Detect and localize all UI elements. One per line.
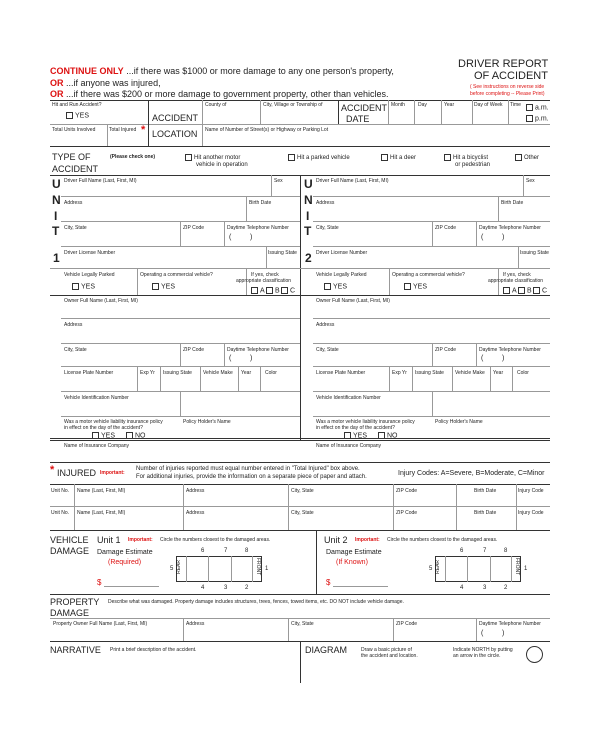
unit2-num-1[interactable]: 1 xyxy=(524,566,528,572)
u1-owner-paren-close: ) xyxy=(250,355,253,362)
u2-insured-no-checkbox[interactable] xyxy=(378,432,385,439)
unit2-number: 2 xyxy=(305,251,312,265)
inj2-city-label: City, State xyxy=(291,510,314,516)
narrative-hint: Print a brief description of the accident. xyxy=(110,647,197,653)
u1-insured-no-checkbox[interactable] xyxy=(126,432,133,439)
unit2-num-6[interactable]: 6 xyxy=(460,548,464,554)
unit1-letter-i: I xyxy=(54,209,58,223)
unit2-num-4[interactable]: 4 xyxy=(460,585,464,591)
injured-label: INJURED xyxy=(57,468,97,478)
property-city-label: City, State xyxy=(291,621,314,627)
unit2-num-2[interactable]: 2 xyxy=(504,585,508,591)
u1-owner-zip-label: ZIP Code xyxy=(183,347,205,353)
unit2-circle-note: Circle the numbers closest to the damaged areas. xyxy=(387,537,498,543)
u2-insured-no-label: NO xyxy=(387,432,398,440)
hit-run-yes[interactable] xyxy=(66,112,89,120)
u2-commercial-checkbox[interactable] xyxy=(404,283,411,290)
unit2-estimate-label: Damage Estimate xyxy=(326,549,382,556)
type-parked-label: Hit a parked vehicle xyxy=(297,155,350,162)
property-paren-open: ( xyxy=(481,630,484,637)
u1-phone-label: Daytime Telephone Number xyxy=(227,225,289,231)
u2-phone-paren-open: ( xyxy=(481,234,484,241)
u2-issuing-state2-label: Issuing State xyxy=(415,370,444,376)
u1-phone-paren-close: ) xyxy=(250,234,253,241)
u1-legally-parked-label: Vehicle Legally Parked xyxy=(64,272,115,278)
u1-vin-label: Vehicle Identification Number xyxy=(64,395,129,401)
u2-color-label: Color xyxy=(517,370,529,376)
u1-commercial-checkbox[interactable] xyxy=(152,283,159,290)
unit1-num-8[interactable]: 8 xyxy=(245,548,249,554)
diagram-hint-2: the accident and location. xyxy=(361,653,418,659)
u1-insurance-co-label: Name of Insurance Company xyxy=(64,443,130,449)
header-line-3 xyxy=(50,89,389,99)
unit2-if-known-label: (If Known) xyxy=(336,559,368,566)
form-title-2: OF ACCIDENT xyxy=(474,70,548,82)
u2-insured-label-2: in effect on the day of the accident? xyxy=(316,425,395,431)
u1-phone-paren-open: ( xyxy=(229,234,232,241)
u1-insured-no-label: NO xyxy=(135,432,146,440)
u1-if-yes-1: If yes, check xyxy=(251,272,279,278)
day-label: Day xyxy=(418,102,427,108)
inj2-code-label: Injury Code xyxy=(518,510,544,516)
injury-codes: Injury Codes: A=Severe, B=Moderate, C=Minor xyxy=(398,470,545,477)
u1-insured-label-2: in effect on the day of the accident? xyxy=(64,425,143,431)
unit1-num-4[interactable]: 4 xyxy=(201,585,205,591)
header-line3-text: ...if there was $200 or more damage to government property, other than vehicles. xyxy=(66,89,389,99)
unit2-rear-label: REAR xyxy=(435,560,441,574)
inj1-name-label: Name (Last, First, MI) xyxy=(77,488,126,494)
u1-parked-yes-label: YES xyxy=(81,283,96,291)
u2-class-a[interactable] xyxy=(503,287,517,295)
u1-driver-name-label: Driver Full Name (Last, First, MI) xyxy=(64,178,137,184)
unit2-damage-label: Unit 2 xyxy=(324,535,348,545)
u1-class-c-label: C xyxy=(290,287,296,295)
u1-owner-city-label: City, State xyxy=(64,347,87,353)
u2-zip-label: ZIP Code xyxy=(435,225,457,231)
unit1-num-6[interactable]: 6 xyxy=(201,548,205,554)
unit1-letter-n: N xyxy=(52,193,61,207)
unit1-rear-label: REAR xyxy=(176,560,182,574)
unit1-num-3[interactable]: 3 xyxy=(224,585,228,591)
property-address-label: Address xyxy=(186,621,205,627)
accident-location-label-1: ACCIDENT xyxy=(152,113,199,123)
unit1-estimate-label: Damage Estimate xyxy=(97,549,153,556)
u2-insured-yes-label: YES xyxy=(353,432,368,440)
type-motor-label-a: Hit another motor xyxy=(194,155,241,162)
inj1-zip-label: ZIP Code xyxy=(396,488,418,494)
unit1-num-5[interactable]: 5 xyxy=(170,566,174,572)
unit1-car-diagram xyxy=(176,556,262,582)
u1-commercial-yes[interactable] xyxy=(152,283,175,291)
accident-location-label-2: LOCATION xyxy=(152,129,198,139)
u1-if-yes-2: appropriate classification xyxy=(236,278,292,284)
u1-insured-yes-label: YES xyxy=(101,432,116,440)
property-damage-label-2: DAMAGE xyxy=(50,608,90,618)
u1-issuing-state2-label: Issuing State xyxy=(163,370,192,376)
vehicle-damage-label-2: DAMAGE xyxy=(50,546,90,556)
form-title-1: DRIVER REPORT xyxy=(458,58,549,70)
u2-vin-label: Vehicle Identification Number xyxy=(316,395,381,401)
u1-class-a-label: A xyxy=(260,287,265,295)
unit2-letter-i: I xyxy=(306,209,310,223)
continue-only-label: CONTINUE ONLY xyxy=(50,66,124,76)
u1-insured-no[interactable] xyxy=(126,432,146,440)
u1-sex-label: Sex xyxy=(274,178,283,184)
pm-label: p.m. xyxy=(535,115,549,123)
u2-class-c-label: C xyxy=(542,287,548,295)
u1-commercial-yes-label: YES xyxy=(161,283,176,291)
type-deer-checkbox[interactable] xyxy=(381,154,388,161)
property-phone-label: Daytime Telephone Number xyxy=(479,621,541,627)
u2-owner-paren-close: ) xyxy=(502,355,505,362)
header-line1-text: ...if there was $1000 or more damage to any one person's property, xyxy=(126,66,394,76)
instructions-1: ( See instructions on reverse side xyxy=(470,84,545,90)
property-describe: Describe what was damaged. Property damage includes structures, trees, fences, towed items, etc. DO NOT include vehicle damage. xyxy=(108,599,404,605)
type-option-other[interactable] xyxy=(515,154,539,162)
u1-insured-yes-checkbox[interactable] xyxy=(92,432,99,439)
u1-commercial-label: Operating a commercial vehicle? xyxy=(140,272,213,278)
u2-class-b-checkbox[interactable] xyxy=(518,287,525,294)
u2-birth-date-label: Birth Date xyxy=(501,200,524,206)
u2-parked-checkbox[interactable] xyxy=(324,283,331,290)
u1-owner-paren-open: ( xyxy=(229,355,232,362)
unit2-num-3[interactable]: 3 xyxy=(483,585,487,591)
u1-parked-yes[interactable] xyxy=(72,283,95,291)
unit1-num-7[interactable]: 7 xyxy=(224,548,228,554)
am-option[interactable] xyxy=(526,104,549,112)
u2-insured-no[interactable] xyxy=(378,432,398,440)
u1-owner-name-label: Owner Full Name (Last, First, MI) xyxy=(64,298,138,304)
u2-owner-phone-label: Daytime Telephone Number xyxy=(479,347,541,353)
type-parked-checkbox[interactable] xyxy=(288,154,295,161)
u1-year-label: Year xyxy=(241,370,252,376)
u2-year-label: Year xyxy=(493,370,504,376)
u2-sex-label: Sex xyxy=(526,178,535,184)
u2-policy-label: Policy Holder's Name xyxy=(435,419,483,425)
county-label: County of xyxy=(205,102,227,108)
u2-class-a-label: A xyxy=(512,287,517,295)
u2-if-yes-2: appropriate classification xyxy=(488,278,544,284)
unit1-num-1[interactable]: 1 xyxy=(265,566,269,572)
unit2-important: Important: xyxy=(355,537,380,543)
u2-class-c[interactable] xyxy=(533,287,547,295)
u1-class-b[interactable] xyxy=(266,287,280,295)
inj2-name-label: Name (Last, First, MI) xyxy=(77,510,126,516)
u2-if-yes-1: If yes, check xyxy=(503,272,531,278)
u2-owner-name-label: Owner Full Name (Last, First, MI) xyxy=(316,298,390,304)
u1-owner-phone-label: Daytime Telephone Number xyxy=(227,347,289,353)
u2-legally-parked-label: Vehicle Legally Parked xyxy=(316,272,367,278)
am-checkbox[interactable] xyxy=(526,104,533,111)
property-owner-label: Property Owner Full Name (Last, First, MI) xyxy=(53,621,148,627)
type-bicyclist-label-a: Hit a bicyclist xyxy=(453,155,489,162)
u2-driver-name-label: Driver Full Name (Last, First, MI) xyxy=(316,178,389,184)
pm-option[interactable] xyxy=(526,115,549,123)
narrative-label: NARRATIVE xyxy=(50,645,101,655)
type-option-motor-vehicle[interactable] xyxy=(185,154,248,169)
property-damage-label-1: PROPERTY xyxy=(50,597,100,607)
type-bicyclist-label-b: or pedestrian xyxy=(455,162,491,169)
u1-issuing-state-label: Issuing State xyxy=(268,250,297,256)
u2-plate-label: License Plate Number xyxy=(316,370,366,376)
u2-owner-address-label: Address xyxy=(316,322,335,328)
hit-run-label: Hit and Run Accident? xyxy=(52,102,102,108)
check-one-label: (Please check one) xyxy=(110,154,156,160)
u1-insured-yes[interactable] xyxy=(92,432,115,440)
property-zip-label: ZIP Code xyxy=(396,621,418,627)
type-label-2: ACCIDENT xyxy=(52,164,99,174)
inj1-birth-label: Birth Date xyxy=(474,488,497,494)
u2-class-b[interactable] xyxy=(518,287,532,295)
accident-date-label-1: ACCIDENT xyxy=(341,103,388,113)
u2-insured-label-1: Was a motor vehicle liability insurance policy xyxy=(316,419,415,425)
inj2-zip-label: ZIP Code xyxy=(396,510,418,516)
u1-class-c-checkbox[interactable] xyxy=(281,287,288,294)
hit-run-checkbox[interactable] xyxy=(66,112,73,119)
unit2-letter-t: T xyxy=(304,224,312,238)
u1-make-label: Vehicle Make xyxy=(203,370,233,376)
north-hint-1: Indicate NORTH by putting xyxy=(453,647,513,653)
north-arrow-circle[interactable] xyxy=(526,646,543,663)
property-paren-close: ) xyxy=(502,630,505,637)
u2-class-a-checkbox[interactable] xyxy=(503,287,510,294)
u2-address-label: Address xyxy=(316,200,335,206)
u2-city-state-label: City, State xyxy=(316,225,339,231)
unit2-num-7[interactable]: 7 xyxy=(483,548,487,554)
injured-note-2: For additional injuries, provide the information on a separate piece of paper and attach. xyxy=(136,474,367,480)
u2-issuing-state-label: Issuing State xyxy=(520,250,549,256)
unit1-num-2[interactable]: 2 xyxy=(245,585,249,591)
or-label-1: OR xyxy=(50,78,64,88)
unit1-damage-label: Unit 1 xyxy=(97,535,121,545)
u2-class-c-checkbox[interactable] xyxy=(533,287,540,294)
header-line-2 xyxy=(50,78,161,88)
u2-phone-paren-close: ) xyxy=(502,234,505,241)
u1-plate-label: License Plate Number xyxy=(64,370,114,376)
u1-license-label: Driver License Number xyxy=(64,250,116,256)
unit2-dollar: $ xyxy=(326,578,331,587)
u1-address-label: Address xyxy=(64,200,83,206)
total-injured-star: * xyxy=(141,124,146,136)
unit1-dollar: $ xyxy=(97,578,102,587)
u2-commercial-yes-label: YES xyxy=(413,283,428,291)
time-label: Time xyxy=(510,102,521,108)
or-label-2: OR xyxy=(50,89,64,99)
inj1-city-label: City, State xyxy=(291,488,314,494)
unit1-important: Important: xyxy=(128,537,153,543)
total-injured-label: Total Injured xyxy=(109,127,137,133)
north-hint-2: an arrow in the circle. xyxy=(453,653,501,659)
unit1-letter-u: U xyxy=(52,177,61,191)
u2-parked-yes[interactable] xyxy=(324,283,347,291)
inj1-address-label: Address xyxy=(186,488,205,494)
u1-class-a[interactable] xyxy=(251,287,265,295)
month-label: Month xyxy=(391,102,405,108)
street-name-label: Name of Number of Street(s) or Highway or Parking Lot xyxy=(205,127,329,133)
vehicle-damage-label-1: VEHICLE xyxy=(50,535,89,545)
u1-owner-address-label: Address xyxy=(64,322,83,328)
u2-make-label: Vehicle Make xyxy=(455,370,485,376)
u1-class-a-checkbox[interactable] xyxy=(251,287,258,294)
u2-owner-city-label: City, State xyxy=(316,347,339,353)
u1-zip-label: ZIP Code xyxy=(183,225,205,231)
diagram-label: DIAGRAM xyxy=(305,645,348,655)
unit2-letter-u: U xyxy=(304,177,313,191)
type-bicyclist-checkbox[interactable] xyxy=(444,154,451,161)
type-label-1: TYPE OF xyxy=(52,152,91,162)
u2-exp-yr-label: Exp Yr xyxy=(392,370,407,376)
inj2-address-label: Address xyxy=(186,510,205,516)
type-motor-checkbox[interactable] xyxy=(185,154,192,161)
type-option-bicyclist[interactable] xyxy=(444,154,490,169)
unit1-letter-t: T xyxy=(52,224,60,238)
u2-owner-paren-open: ( xyxy=(481,355,484,362)
total-units-label: Total Units Involved xyxy=(52,127,96,133)
type-deer-label: Hit a deer xyxy=(390,155,417,162)
u2-license-label: Driver License Number xyxy=(316,250,368,256)
unit2-car-diagram xyxy=(435,556,521,582)
pm-checkbox[interactable] xyxy=(526,115,533,122)
u1-exp-yr-label: Exp Yr xyxy=(140,370,155,376)
day-of-week-label: Day of Week xyxy=(474,102,503,108)
city-label: City, Village or Township of xyxy=(263,102,323,108)
u1-class-b-label: B xyxy=(275,287,280,295)
unit1-required-label: (Required) xyxy=(108,559,142,566)
u1-insured-label-1: Was a motor vehicle liability insurance policy xyxy=(64,419,163,425)
u2-insured-yes-checkbox[interactable] xyxy=(344,432,351,439)
u1-city-state-label: City, State xyxy=(64,225,87,231)
unit2-num-8[interactable]: 8 xyxy=(504,548,508,554)
unit1-circle-note: Circle the numbers closest to the damaged areas. xyxy=(160,537,271,543)
accident-date-label-2: DATE xyxy=(346,114,370,124)
u1-parked-checkbox[interactable] xyxy=(72,283,79,290)
inj2-unit-label: Unit No. xyxy=(51,510,70,516)
unit1-front-label: FRONT xyxy=(255,558,261,576)
injured-star: * xyxy=(50,464,55,476)
type-option-parked[interactable] xyxy=(288,154,350,162)
u2-class-b-label: B xyxy=(527,287,532,295)
am-label: a.m. xyxy=(535,104,549,112)
inj1-code-label: Injury Code xyxy=(518,488,544,494)
diagram-hint-1: Draw a basic picture of xyxy=(361,647,412,653)
u1-policy-label: Policy Holder's Name xyxy=(183,419,231,425)
u2-commercial-yes[interactable] xyxy=(404,283,427,291)
type-other-label: Other xyxy=(524,155,540,162)
type-option-deer[interactable] xyxy=(381,154,416,162)
unit1-number: 1 xyxy=(53,251,60,265)
header-line2-text: ...if anyone was injured, xyxy=(66,78,161,88)
u1-birth-date-label: Birth Date xyxy=(249,200,272,206)
u2-parked-yes-label: YES xyxy=(333,283,348,291)
injured-important: Important: xyxy=(100,470,125,476)
type-motor-label-b: vehicle in operation xyxy=(196,162,248,169)
hit-run-yes-label: YES xyxy=(75,112,90,120)
inj1-unit-label: Unit No. xyxy=(51,488,70,494)
u1-color-label: Color xyxy=(265,370,277,376)
header-line-1 xyxy=(50,66,394,76)
u2-commercial-label: Operating a commercial vehicle? xyxy=(392,272,465,278)
u1-class-c[interactable] xyxy=(281,287,295,295)
u1-class-b-checkbox[interactable] xyxy=(266,287,273,294)
inj2-birth-label: Birth Date xyxy=(474,510,497,516)
instructions-2: before completing -- Please Print) xyxy=(470,91,545,97)
year-label: Year xyxy=(444,102,455,108)
u2-insured-yes[interactable] xyxy=(344,432,367,440)
injured-note-1: Number of injuries reported must equal number entered in "Total Injured" box above. xyxy=(136,466,360,472)
unit2-front-label: FRONT xyxy=(514,558,520,576)
type-other-checkbox[interactable] xyxy=(515,154,522,161)
u2-owner-zip-label: ZIP Code xyxy=(435,347,457,353)
u2-phone-label: Daytime Telephone Number xyxy=(479,225,541,231)
unit2-letter-n: N xyxy=(304,193,313,207)
u2-insurance-co-label: Name of Insurance Company xyxy=(316,443,382,449)
unit2-num-5[interactable]: 5 xyxy=(429,566,433,572)
